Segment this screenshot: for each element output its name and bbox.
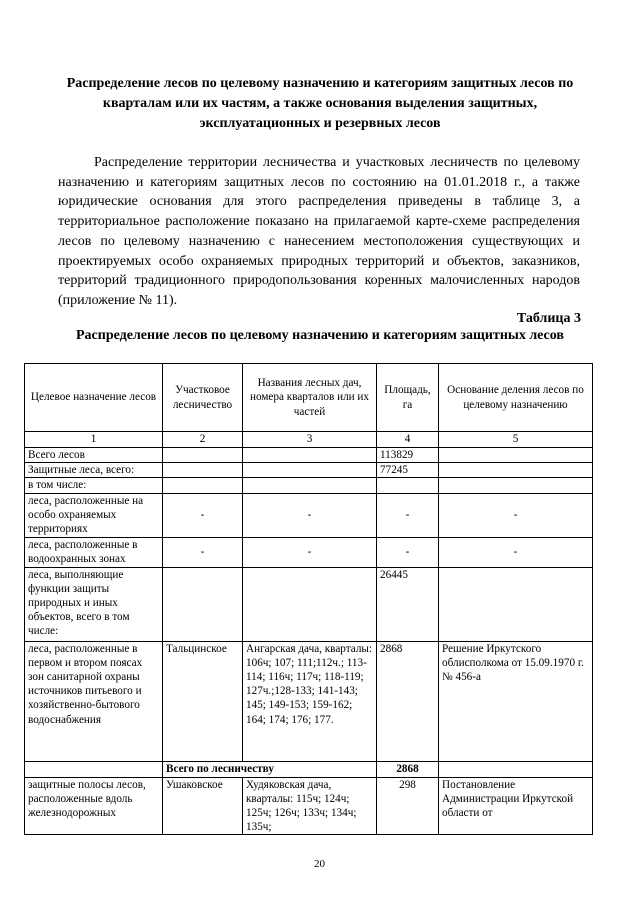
row-name: в том числе: [25, 478, 163, 493]
header-cell: Участковое лесничество [163, 364, 243, 432]
row-name: Всего лесов [25, 448, 163, 463]
column-number: 3 [243, 432, 377, 448]
subtotal-label: Всего по лесничеству [163, 761, 377, 777]
row-name: леса, расположенные в водоохранных зонах [25, 537, 163, 567]
column-number: 4 [377, 432, 439, 448]
row-quarters: Ангарская дача, кварталы: 106ч; 107; 111;112ч.; 113-114; 116ч; 117ч; 118-119; 127ч.;128-133; 141-143; 145; 149-153; 159-162; 164; 174; 176; 177. [243, 641, 377, 761]
page-number: 20 [314, 858, 325, 870]
intro-paragraph: Распределение территории лесничества и участковых лесничеств по целевому назначению и категориям защитных лесов по состоянию на 01.01.2018 г., а также юридические основания для этого распределения приведены в таблице 3, а территориальное расположение показано на прилагаемой карте-схеме распределения лесов по целевому назначению с нанесением местоположения существующих и проектируемых особо охраняемых природных территорий и объектов, заказников, территорий традиционного природопользования коренных малочисленных народов (приложение № 11). [58, 155, 580, 308]
row-name: защитные полосы лесов, расположенные вдоль железнодорожных [25, 777, 163, 835]
row-name: леса, расположенные в первом и втором поясах зон санитарной охраны источников питьевого и хозяйственно-бытового водоснабжения [25, 641, 163, 761]
row-dash: - [377, 537, 439, 567]
row-name: леса, расположенные на особо охраняемых территориях [25, 493, 163, 537]
section-heading: Распределение лесов по целевому назначению и категориям защитных лесов по кварталам или их частям, а также основания выделения защитных, эксплуатационных и резервных лесов [66, 76, 574, 131]
header-cell: Целевое назначение лесов [25, 364, 163, 432]
row-forestry: Ушаковское [163, 777, 243, 835]
table-row [25, 537, 593, 567]
row-quarters: Худяковская дача, кварталы: 115ч; 124ч; 125ч; 126ч; 133ч; 134ч; 135ч; [243, 777, 377, 835]
row-dash: - [439, 537, 593, 567]
row-basis: Постановление Администрации Иркутской области от [439, 777, 593, 835]
table-header-row [25, 364, 593, 432]
row-dash: - [163, 493, 243, 537]
table-row [25, 641, 593, 761]
subtotal-area: 2868 [377, 761, 439, 777]
row-name: леса, выполняющие функции защиты природных и иных объектов, всего в том числе: [25, 567, 163, 641]
column-number: 5 [439, 432, 593, 448]
row-area: 26445 [377, 567, 439, 641]
header-cell: Площадь, га [377, 364, 439, 432]
column-number: 2 [163, 432, 243, 448]
row-forestry: Тальцинское [163, 641, 243, 761]
table-row [25, 448, 593, 463]
header-cell: Названия лесных дач, номера кварталов или их частей [243, 364, 377, 432]
table-row [25, 478, 593, 493]
forest-distribution-table [24, 363, 593, 835]
column-number: 1 [25, 432, 163, 448]
table-row [25, 777, 593, 835]
row-dash: - [377, 493, 439, 537]
row-dash: - [243, 537, 377, 567]
row-dash: - [163, 537, 243, 567]
row-area: 298 [377, 777, 439, 835]
column-number-row [25, 432, 593, 448]
row-area: 113829 [377, 448, 439, 463]
row-dash: - [439, 493, 593, 537]
row-area: 77245 [377, 463, 439, 478]
table-title: Распределение лесов по целевому назначению и категориям защитных лесов [76, 328, 564, 343]
table-row [25, 493, 593, 537]
row-basis: Решение Иркутского облисполкома от 15.09.1970 г. № 456-а [439, 641, 593, 761]
table-row [25, 567, 593, 641]
table-number: Таблица 3 [516, 311, 581, 326]
table-row [25, 463, 593, 478]
row-name: Защитные леса, всего: [25, 463, 163, 478]
subtotal-row [25, 761, 593, 777]
header-cell: Основание деления лесов по целевому назначению [439, 364, 593, 432]
row-area: 2868 [377, 641, 439, 761]
row-dash: - [243, 493, 377, 537]
